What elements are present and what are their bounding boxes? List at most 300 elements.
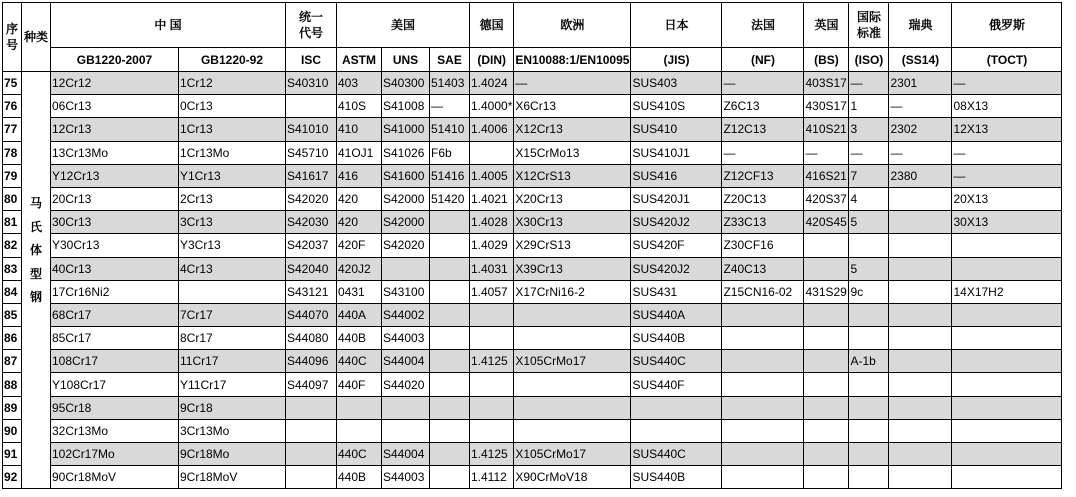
row-number: 75 (3, 72, 22, 95)
cell-gb92: 9Cr18 (179, 396, 286, 419)
cell-bs: — (804, 141, 849, 164)
cell-gb2007: 108Cr17 (51, 350, 179, 373)
cell-bs (804, 257, 849, 280)
row-number: 81 (3, 211, 22, 234)
cell-astm (337, 419, 382, 442)
cell-gb2007: 90Cr18MoV (51, 466, 179, 489)
cell-sae (430, 327, 470, 350)
cell-isc (286, 95, 337, 118)
cell-uns: S41026 (382, 141, 430, 164)
cell-gb2007: 12Cr12 (51, 72, 179, 95)
cell-din: 1.4029 (470, 234, 514, 257)
cell-toct: — (952, 72, 1062, 95)
kind-char: 钢 (29, 290, 42, 304)
cell-isc (286, 466, 337, 489)
cell-nf (722, 466, 804, 489)
cell-gb92 (179, 280, 286, 303)
cell-ss14: 2302 (889, 118, 952, 141)
row-number: 85 (3, 303, 22, 326)
cell-gb2007: 17Cr16Ni2 (51, 280, 179, 303)
cell-bs (804, 419, 849, 442)
cell-astm: 440C (337, 443, 382, 466)
cell-din: 1.4024 (470, 72, 514, 95)
cell-iso: A-1b (849, 350, 889, 373)
cell-gb92: 9Cr18MoV (179, 466, 286, 489)
cell-toct (952, 327, 1062, 350)
header-usa: 美国 (337, 3, 470, 48)
cell-bs (804, 350, 849, 373)
cell-uns: S41008 (382, 95, 430, 118)
cell-isc: S44080 (286, 327, 337, 350)
cell-iso (849, 303, 889, 326)
cell-astm: 440B (337, 466, 382, 489)
cell-iso: 9c (849, 280, 889, 303)
row-number: 88 (3, 373, 22, 396)
cell-gb2007: Y108Cr17 (51, 373, 179, 396)
row-number: 79 (3, 164, 22, 187)
cell-ss14 (889, 280, 952, 303)
cell-jis: SUS440B (631, 466, 722, 489)
cell-uns: S41600 (382, 164, 430, 187)
cell-toct (952, 257, 1062, 280)
cell-jis: SUS403 (631, 72, 722, 95)
cell-uns: S43100 (382, 280, 430, 303)
cell-jis (631, 396, 722, 419)
subheader-iso: (ISO) (849, 48, 889, 72)
cell-toct: 12X13 (952, 118, 1062, 141)
cell-din: 1.4000* (470, 95, 514, 118)
table-body (3, 72, 1062, 489)
cell-isc: S42037 (286, 234, 337, 257)
cell-iso: 7 (849, 164, 889, 187)
subheader-ss14: (SS14) (889, 48, 952, 72)
header-kind: 种类 (22, 3, 51, 72)
cell-bs (804, 327, 849, 350)
subheader-uns: UNS (382, 48, 430, 72)
cell-isc: S42020 (286, 187, 337, 210)
cell-gb92: 1Cr13 (179, 118, 286, 141)
cell-sae: F6b (430, 141, 470, 164)
cell-nf: Z12C13 (722, 118, 804, 141)
subheader-astm: ASTM (337, 48, 382, 72)
cell-iso (849, 373, 889, 396)
header-no-line1: 序 (5, 22, 18, 36)
cell-din: 1.4112 (470, 466, 514, 489)
table-row (3, 72, 1062, 95)
cell-gb2007: 13Cr13Mo (51, 141, 179, 164)
cell-toct (952, 419, 1062, 442)
cell-gb92: 11Cr17 (179, 350, 286, 373)
cell-toct: 30X13 (952, 211, 1062, 234)
cell-astm: 440B (337, 327, 382, 350)
cell-uns: S41000 (382, 118, 430, 141)
table-row (3, 141, 1062, 164)
cell-jis: SUS440C (631, 350, 722, 373)
header-russia: 俄罗斯 (952, 3, 1062, 48)
cell-astm: 41OJ1 (337, 141, 382, 164)
cell-gb2007: 32Cr13Mo (51, 419, 179, 442)
row-number: 83 (3, 257, 22, 280)
table-row (3, 234, 1062, 257)
cell-astm: 403 (337, 72, 382, 95)
cell-jis: SUS440B (631, 327, 722, 350)
cell-ss14 (889, 211, 952, 234)
cell-gb2007: 06Cr13 (51, 95, 179, 118)
table-row (3, 257, 1062, 280)
cell-nf (722, 373, 804, 396)
cell-din: 1.4006 (470, 118, 514, 141)
header-china: 中 国 (51, 3, 286, 48)
cell-din: 1.4005 (470, 164, 514, 187)
cell-ss14 (889, 234, 952, 257)
cell-nf: Z33C13 (722, 211, 804, 234)
cell-uns (382, 396, 430, 419)
cell-isc: S40310 (286, 72, 337, 95)
cell-din: 1.4125 (470, 350, 514, 373)
cell-sae: 51416 (430, 164, 470, 187)
cell-en (514, 303, 631, 326)
cell-uns (382, 419, 430, 442)
cell-toct: 20X13 (952, 187, 1062, 210)
row-number: 87 (3, 350, 22, 373)
cell-ss14: — (889, 95, 952, 118)
table-row (3, 187, 1062, 210)
cell-sae (430, 303, 470, 326)
cell-ss14 (889, 443, 952, 466)
cell-gb92: 3Cr13Mo (179, 419, 286, 442)
cell-sae: 51420 (430, 187, 470, 210)
cell-toct: 14X17H2 (952, 280, 1062, 303)
row-number: 78 (3, 141, 22, 164)
cell-uns: S40300 (382, 72, 430, 95)
cell-din: 1.4031 (470, 257, 514, 280)
cell-sae: — (430, 95, 470, 118)
cell-astm: 416 (337, 164, 382, 187)
subheader-jis: (JIS) (631, 48, 722, 72)
header-no-line2: 号 (5, 38, 18, 52)
cell-isc: S41617 (286, 164, 337, 187)
cell-nf (722, 327, 804, 350)
cell-nf: — (722, 141, 804, 164)
kind-char: 马 (29, 196, 42, 210)
header-japan: 日本 (631, 3, 722, 48)
cell-isc: S42040 (286, 257, 337, 280)
cell-uns: S42020 (382, 234, 430, 257)
cell-uns: S44003 (382, 327, 430, 350)
cell-isc (286, 419, 337, 442)
cell-toct (952, 443, 1062, 466)
cell-sae: 51410 (430, 118, 470, 141)
cell-toct (952, 234, 1062, 257)
cell-bs (804, 373, 849, 396)
header-intl (849, 3, 889, 48)
cell-ss14 (889, 303, 952, 326)
subheader-din: (DIN) (470, 48, 514, 72)
cell-toct (952, 396, 1062, 419)
cell-bs: 410S21 (804, 118, 849, 141)
kind-char: 型 (29, 266, 42, 281)
cell-jis: SUS440F (631, 373, 722, 396)
kind-char: 体 (29, 243, 42, 257)
cell-nf: Z12CF13 (722, 164, 804, 187)
cell-toct (952, 373, 1062, 396)
cell-uns: S44002 (382, 303, 430, 326)
cell-din: 1.4125 (470, 443, 514, 466)
subheader-en: EN10088:1/EN10095 (514, 48, 631, 72)
cell-nf: Z6C13 (722, 95, 804, 118)
cell-astm: 410 (337, 118, 382, 141)
cell-gb92: Y11Cr17 (179, 373, 286, 396)
cell-gb92: 8Cr17 (179, 327, 286, 350)
cell-astm: 410S (337, 95, 382, 118)
cell-din (470, 327, 514, 350)
cell-sae (430, 257, 470, 280)
cell-astm: 440F (337, 373, 382, 396)
cell-bs (804, 303, 849, 326)
cell-gb92: 9Cr18Mo (179, 443, 286, 466)
cell-bs (804, 443, 849, 466)
row-number: 84 (3, 280, 22, 303)
steel-grade-comparison-table (2, 2, 1062, 489)
cell-uns: S44003 (382, 466, 430, 489)
cell-toct: 08X13 (952, 95, 1062, 118)
cell-ss14: 2301 (889, 72, 952, 95)
cell-en: X17CrNi16-2 (514, 280, 631, 303)
cell-en: X15CrMo13 (514, 141, 631, 164)
cell-sae (430, 419, 470, 442)
cell-nf (722, 350, 804, 373)
kind-char: 氏 (29, 219, 42, 234)
header-europe: 欧洲 (514, 3, 631, 48)
cell-astm: 0431 (337, 280, 382, 303)
cell-toct: — (952, 141, 1062, 164)
cell-iso (849, 443, 889, 466)
cell-gb92: 1Cr13Mo (179, 141, 286, 164)
cell-gb2007: Y30Cr13 (51, 234, 179, 257)
row-number: 92 (3, 466, 22, 489)
row-number: 82 (3, 234, 22, 257)
cell-jis (631, 419, 722, 442)
kind-cell (22, 72, 51, 489)
cell-en: X6Cr13 (514, 95, 631, 118)
cell-uns: S42000 (382, 187, 430, 210)
row-number: 86 (3, 327, 22, 350)
header-intl-line2: 标准 (856, 26, 881, 40)
cell-astm: 420 (337, 187, 382, 210)
cell-iso (849, 327, 889, 350)
cell-isc (286, 396, 337, 419)
cell-gb92: 3Cr13 (179, 211, 286, 234)
cell-ss14 (889, 373, 952, 396)
cell-bs (804, 234, 849, 257)
cell-astm: 420J2 (337, 257, 382, 280)
cell-uns: S42000 (382, 211, 430, 234)
cell-iso (849, 419, 889, 442)
cell-sae (430, 396, 470, 419)
table-row (3, 303, 1062, 326)
header-unified-line1: 统一 (298, 10, 323, 24)
cell-gb2007: 85Cr17 (51, 327, 179, 350)
cell-iso: 4 (849, 187, 889, 210)
cell-iso: 1 (849, 95, 889, 118)
cell-din: 1.4028 (470, 211, 514, 234)
cell-isc: S44096 (286, 350, 337, 373)
cell-isc: S44097 (286, 373, 337, 396)
table-row (3, 95, 1062, 118)
table-row (3, 164, 1062, 187)
cell-uns: S44004 (382, 443, 430, 466)
cell-ss14 (889, 396, 952, 419)
cell-nf (722, 396, 804, 419)
row-number: 77 (3, 118, 22, 141)
cell-iso: — (849, 72, 889, 95)
row-number: 91 (3, 443, 22, 466)
cell-jis: SUS416 (631, 164, 722, 187)
cell-isc: S45710 (286, 141, 337, 164)
cell-din (470, 419, 514, 442)
table-row (3, 280, 1062, 303)
header-intl-line1: 国际 (856, 10, 881, 24)
cell-ss14: 2380 (889, 164, 952, 187)
cell-ss14 (889, 466, 952, 489)
cell-din (470, 141, 514, 164)
cell-gb2007: 102Cr17Mo (51, 443, 179, 466)
cell-nf (722, 303, 804, 326)
cell-gb92: 4Cr13 (179, 257, 286, 280)
cell-sae (430, 350, 470, 373)
header-france: 法国 (722, 3, 804, 48)
cell-sae (430, 280, 470, 303)
cell-en: X39Cr13 (514, 257, 631, 280)
cell-isc: S44070 (286, 303, 337, 326)
cell-astm: 420 (337, 211, 382, 234)
cell-iso: 5 (849, 211, 889, 234)
cell-gb2007: Y12Cr13 (51, 164, 179, 187)
cell-jis: SUS410 (631, 118, 722, 141)
cell-en: X29CrS13 (514, 234, 631, 257)
cell-iso (849, 466, 889, 489)
cell-bs: 416S21 (804, 164, 849, 187)
cell-ss14 (889, 257, 952, 280)
cell-en: X12Cr13 (514, 118, 631, 141)
row-number: 90 (3, 419, 22, 442)
cell-astm: 440C (337, 350, 382, 373)
header-uk: 英国 (804, 3, 849, 48)
cell-toct (952, 303, 1062, 326)
cell-en (514, 396, 631, 419)
cell-toct: — (952, 164, 1062, 187)
cell-gb92: 0Cr13 (179, 95, 286, 118)
table-row (3, 443, 1062, 466)
cell-jis: SUS420J2 (631, 257, 722, 280)
cell-uns (382, 257, 430, 280)
cell-bs: 430S17 (804, 95, 849, 118)
cell-nf (722, 419, 804, 442)
cell-en: X90CrMoV18 (514, 466, 631, 489)
cell-gb2007: 68Cr17 (51, 303, 179, 326)
cell-isc: S42030 (286, 211, 337, 234)
cell-gb2007: 95Cr18 (51, 396, 179, 419)
cell-din: 1.4057 (470, 280, 514, 303)
cell-din (470, 396, 514, 419)
cell-jis: SUS420J2 (631, 211, 722, 234)
cell-bs (804, 466, 849, 489)
cell-uns: S44020 (382, 373, 430, 396)
cell-ss14 (889, 419, 952, 442)
cell-bs: 420S37 (804, 187, 849, 210)
cell-en (514, 327, 631, 350)
cell-iso: 5 (849, 257, 889, 280)
cell-jis: SUS440C (631, 443, 722, 466)
cell-gb92: 7Cr17 (179, 303, 286, 326)
cell-nf (722, 443, 804, 466)
cell-ss14: — (889, 141, 952, 164)
cell-en: — (514, 72, 631, 95)
cell-gb2007: 40Cr13 (51, 257, 179, 280)
cell-en: X30Cr13 (514, 211, 631, 234)
cell-gb92: Y1Cr13 (179, 164, 286, 187)
cell-iso (849, 396, 889, 419)
cell-astm (337, 396, 382, 419)
cell-din: 1.4021 (470, 187, 514, 210)
cell-din (470, 373, 514, 396)
subheader-bs: (BS) (804, 48, 849, 72)
cell-din (470, 303, 514, 326)
cell-jis: SUS420J1 (631, 187, 722, 210)
subheader-gb2007: GB1220-2007 (51, 48, 179, 72)
table-row (3, 350, 1062, 373)
header-no (3, 3, 22, 72)
cell-ss14 (889, 327, 952, 350)
cell-sae (430, 234, 470, 257)
cell-jis: SUS420F (631, 234, 722, 257)
cell-gb92: 2Cr13 (179, 187, 286, 210)
cell-isc (286, 443, 337, 466)
cell-jis: SUS431 (631, 280, 722, 303)
cell-bs: 420S45 (804, 211, 849, 234)
cell-sae (430, 373, 470, 396)
cell-sae (430, 466, 470, 489)
cell-iso: — (849, 141, 889, 164)
cell-toct (952, 350, 1062, 373)
subheader-gb92: GB1220-92 (179, 48, 286, 72)
table-row (3, 466, 1062, 489)
cell-iso: 3 (849, 118, 889, 141)
cell-bs: 403S17 (804, 72, 849, 95)
cell-nf: — (722, 72, 804, 95)
header-unified-code (286, 3, 337, 48)
cell-bs: 431S29 (804, 280, 849, 303)
header-germany: 德国 (470, 3, 514, 48)
subheader-toct: (TOCT) (952, 48, 1062, 72)
cell-astm: 420F (337, 234, 382, 257)
cell-gb2007: 30Cr13 (51, 211, 179, 234)
cell-gb2007: 12Cr13 (51, 118, 179, 141)
cell-jis: SUS440A (631, 303, 722, 326)
cell-en (514, 419, 631, 442)
table-header (3, 3, 1062, 72)
subheader-isc: ISC (286, 48, 337, 72)
cell-toct (952, 466, 1062, 489)
cell-en (514, 373, 631, 396)
cell-bs (804, 396, 849, 419)
cell-jis: SUS410S (631, 95, 722, 118)
cell-nf: Z15CN16-02 (722, 280, 804, 303)
cell-nf: Z30CF16 (722, 234, 804, 257)
cell-nf: Z40C13 (722, 257, 804, 280)
cell-en: X105CrMo17 (514, 443, 631, 466)
cell-gb92: Y3Cr13 (179, 234, 286, 257)
